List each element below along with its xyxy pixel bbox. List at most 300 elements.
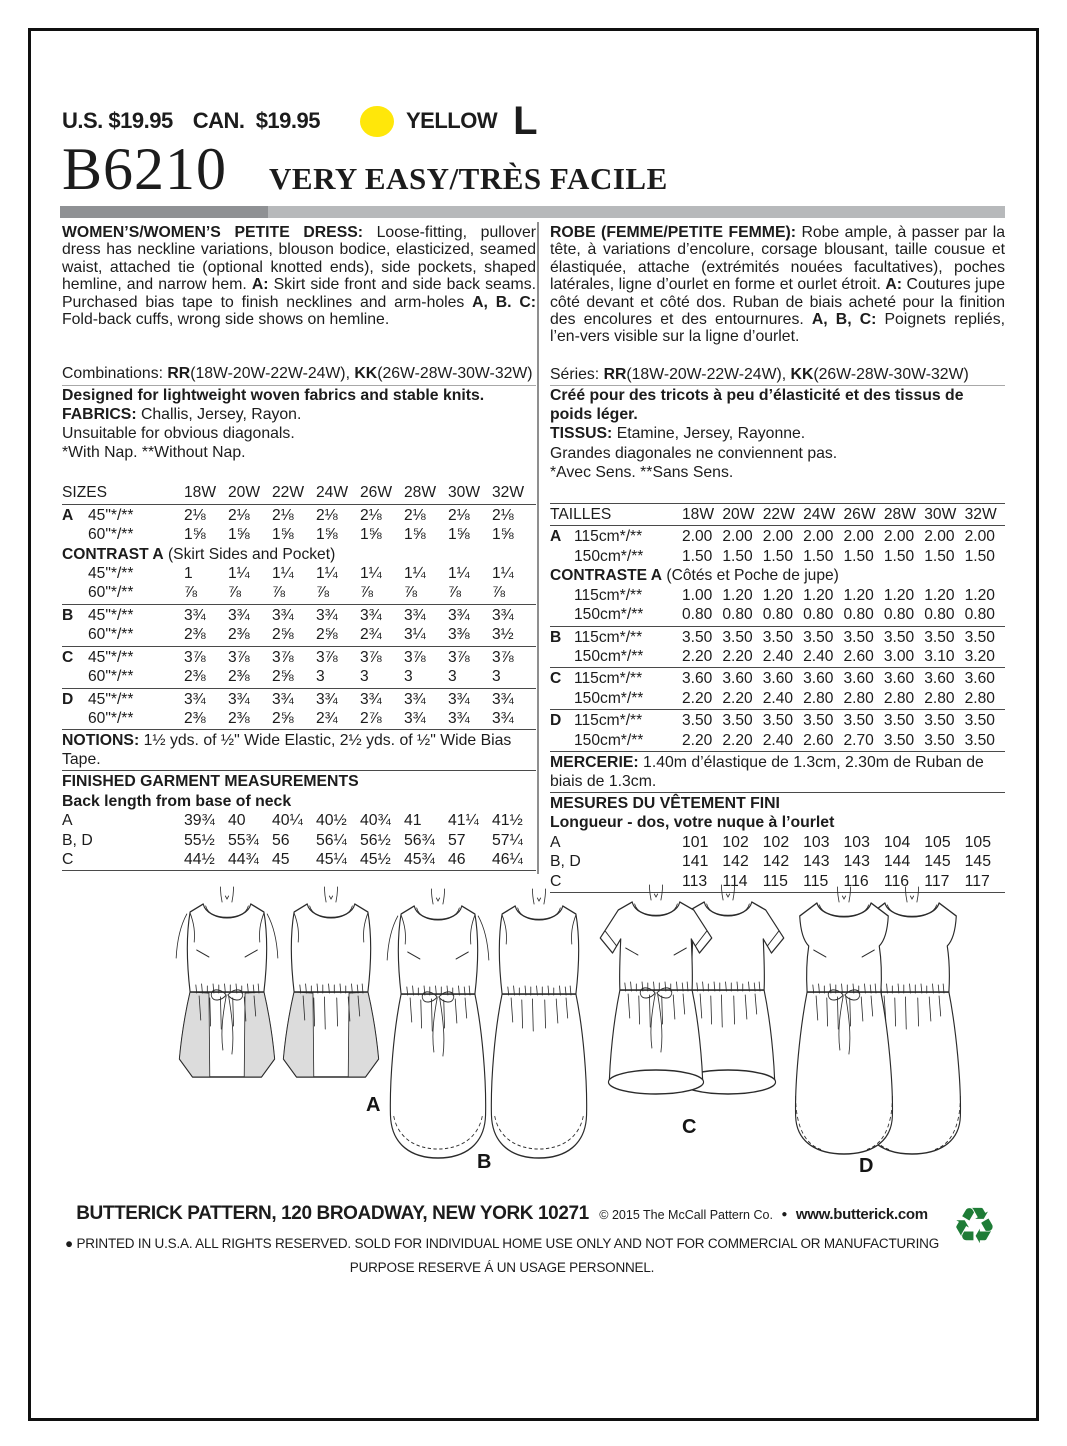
recycle-icon: ♻ xyxy=(952,1198,997,1254)
measurement-view-label: B, D xyxy=(550,853,581,871)
yardage-value: 2.00 xyxy=(722,528,753,546)
finished-measurements-title: FINISHED GARMENT MEASUREMENTS xyxy=(62,773,359,791)
yardage-value: 2⅝ xyxy=(316,626,338,644)
fabric-width-label: 45"*/** xyxy=(88,506,134,524)
yardage-value: 1⅝ xyxy=(184,526,206,544)
view-letter: B xyxy=(62,606,74,624)
measurement-value: 143 xyxy=(803,853,830,871)
view-a-back-sketch xyxy=(283,887,378,1077)
size-column-header: 24W xyxy=(316,484,349,502)
yardage-value: 2⅛ xyxy=(448,506,470,524)
fabric-width-label: 115cm*/** xyxy=(574,628,643,646)
unsuitable-line: Unsuitable for obvious diagonals. xyxy=(62,425,295,443)
table-rule xyxy=(550,709,1005,710)
measurement-value: 105 xyxy=(924,833,951,851)
measurement-row xyxy=(62,850,536,869)
measurement-value: 145 xyxy=(924,853,951,871)
yardage-value: 3.50 xyxy=(682,712,713,730)
table-header-row xyxy=(550,505,1005,524)
designed-for-line: Designed for lightweight woven fabrics and stable knits. xyxy=(62,386,485,404)
measurement-value: 102 xyxy=(762,833,790,851)
yardage-value: ⅞ xyxy=(404,584,418,602)
yardage-value: 3⅞ xyxy=(492,648,514,666)
title-row xyxy=(62,136,1007,202)
combo-kk-fr: KK xyxy=(790,365,814,383)
view-letter xyxy=(62,525,88,544)
yardage-value: 3¾ xyxy=(184,690,206,708)
mercerie-label: MERCERIE: xyxy=(550,753,644,771)
table-rule xyxy=(62,504,536,505)
view-letter xyxy=(62,625,88,644)
mesures-title: MESURES DU VÊTEMENT FINI xyxy=(550,794,780,812)
back-length-subtitle: Back length from base of neck xyxy=(62,792,292,810)
yardage-value: 2⅛ xyxy=(272,506,294,524)
view-letter: B xyxy=(550,628,562,646)
fabric-width-label: 60"*/** xyxy=(88,668,134,686)
yardage-value: 3.50 xyxy=(964,628,995,646)
yardage-value: 3.50 xyxy=(964,712,995,730)
yardage-value: ⅞ xyxy=(184,584,198,602)
view-d-label: D xyxy=(859,1155,874,1177)
yardage-value: 2⅝ xyxy=(272,626,294,644)
yardage-value: 1.20 xyxy=(964,586,995,604)
difficulty-label: VERY EASY/TRÈS FACILE xyxy=(269,161,668,196)
tissus-line xyxy=(550,424,1005,443)
view-letter xyxy=(62,583,88,602)
section-subtitle: (Skirt Sides and Pocket) xyxy=(163,545,336,563)
yardage-value: 1¼ xyxy=(272,565,294,583)
yardage-row xyxy=(550,527,1005,546)
yardage-row xyxy=(62,625,536,644)
measurement-value: 40 xyxy=(228,812,246,830)
footer xyxy=(62,1203,942,1275)
measurement-value: 116 xyxy=(843,872,869,890)
mercerie-text: 1.40m d’élastique de 1.3cm, 2.30m de Ruban de biais de 1.3cm. xyxy=(550,753,984,790)
yardage-value: 3¾ xyxy=(492,606,514,624)
fabric-width-label: 150cm*/** xyxy=(574,647,644,665)
yardage-value: 1.20 xyxy=(924,586,955,604)
measurement-view-label: A xyxy=(550,833,561,851)
yardage-value: 3¾ xyxy=(404,690,426,708)
yardage-value: 3¾ xyxy=(184,606,206,624)
series-label: Séries: xyxy=(550,365,604,383)
views-abc-ref-fr: A, B, C: xyxy=(811,311,885,329)
yardage-value: 3.00 xyxy=(883,647,915,665)
yardage-value: 3.50 xyxy=(924,628,955,646)
measurement-value: 144 xyxy=(883,853,911,871)
series-line xyxy=(550,365,1005,386)
yardage-value: 3.60 xyxy=(964,670,995,688)
yardage-value: 1¼ xyxy=(404,565,426,583)
cup-size-letter: L xyxy=(513,99,538,143)
notions-block xyxy=(62,731,536,871)
yardage-value: 3 xyxy=(316,668,325,686)
table-rule xyxy=(550,626,1005,627)
yardage-value: 3⅞ xyxy=(404,648,426,666)
fabric-width-label: 115cm*/** xyxy=(574,528,643,546)
fabric-width-label: 115cm*/** xyxy=(574,670,643,688)
view-c-label: C xyxy=(682,1116,697,1138)
yardage-value: 3.50 xyxy=(883,731,915,749)
price-us: U.S. $19.95 xyxy=(62,108,173,133)
yardage-value: 2.40 xyxy=(762,647,794,665)
yardage-value: 2.40 xyxy=(803,647,834,665)
yardage-value: 2.80 xyxy=(803,689,834,707)
yardage-value: 3¾ xyxy=(272,690,294,708)
yardage-value: 1.50 xyxy=(924,547,955,565)
measurement-value: 56¾ xyxy=(404,831,435,849)
fabric-width-label: 150cm*/** xyxy=(574,547,644,565)
yardage-value: 1.20 xyxy=(722,586,753,604)
view-letter: A xyxy=(62,506,74,524)
view-b-label: B xyxy=(477,1151,492,1173)
yardage-value: 2⅛ xyxy=(184,506,206,524)
measurement-value: 41 xyxy=(404,812,422,830)
measurement-value: 141 xyxy=(682,853,709,871)
yardage-value: 3⅞ xyxy=(360,648,382,666)
measurement-value: 55¾ xyxy=(228,831,259,849)
measurement-value: 114 xyxy=(722,872,748,890)
yardage-value: 0.80 xyxy=(964,606,995,624)
nap-note-fr: *Avec Sens. **Sans Sens. xyxy=(550,463,734,481)
yardage-table-english xyxy=(62,483,536,730)
view-letter xyxy=(550,689,574,708)
notions-paragraph xyxy=(62,731,536,769)
yardage-value: 2⅝ xyxy=(272,668,294,686)
yardage-value: 2.20 xyxy=(682,647,713,665)
size-column-header: 18W xyxy=(184,484,217,502)
publisher-address: BUTTERICK PATTERN, 120 BROADWAY, NEW YORK 10271 xyxy=(76,1203,589,1224)
yardage-value: 3⅞ xyxy=(228,648,250,666)
yardage-value: 3¾ xyxy=(272,606,294,624)
combinations-line xyxy=(62,364,536,385)
yardage-value: 0.80 xyxy=(883,606,915,624)
yardage-value: 2.80 xyxy=(924,689,955,707)
yardage-row xyxy=(550,547,1005,566)
fabric-width-label: 60"*/** xyxy=(88,709,134,727)
fabric-width-label: 150cm*/** xyxy=(574,606,644,624)
yardage-value: ⅞ xyxy=(448,584,462,602)
yardage-value: 0.80 xyxy=(762,606,794,624)
yardage-value: 3.20 xyxy=(964,647,995,665)
measurement-value: 105 xyxy=(964,833,991,851)
size-column-header: 24W xyxy=(803,506,836,524)
yardage-value: 3½ xyxy=(492,626,514,644)
combo-rr: RR xyxy=(167,365,191,383)
finished-measurements-rows xyxy=(62,811,536,869)
yardage-value: 1.50 xyxy=(883,547,915,565)
table-rule xyxy=(550,503,1005,504)
combo-kk-sizes-fr: (26W-28W-30W-32W) xyxy=(813,365,969,383)
table-rule xyxy=(62,688,536,689)
yardage-row xyxy=(550,689,1005,708)
table-rule xyxy=(550,792,1005,793)
view-letter: C xyxy=(62,648,74,666)
yardage-value: 3.50 xyxy=(924,731,955,749)
table-rule xyxy=(62,729,536,730)
size-column-header: 20W xyxy=(228,484,261,502)
measurement-value: 45½ xyxy=(360,850,391,868)
yardage-value: 1.00 xyxy=(682,586,713,604)
yardage-value: 2⅜ xyxy=(228,626,250,644)
yardage-value: 2.40 xyxy=(762,731,794,749)
yardage-value: 3¾ xyxy=(448,709,470,727)
yardage-row xyxy=(550,711,1005,730)
view-letter: A xyxy=(550,528,562,546)
yardage-value: 3.50 xyxy=(803,628,834,646)
french-description xyxy=(550,224,1005,346)
yardage-value: 1.20 xyxy=(762,586,794,604)
size-column-header: 22W xyxy=(272,484,305,502)
table-rule xyxy=(62,646,536,647)
yardage-value: 2.80 xyxy=(843,689,874,707)
yardage-value: 3.50 xyxy=(843,628,874,646)
view-letter xyxy=(550,605,574,624)
measurement-view-label: C xyxy=(550,872,562,890)
view-letter: D xyxy=(62,690,74,708)
measurement-view-label: A xyxy=(62,812,73,830)
combinations-label: Combinations: xyxy=(62,365,168,383)
size-column-header: 32W xyxy=(964,506,997,524)
english-description-body3: Fold-back cuffs, wrong side shows on hemline. xyxy=(62,311,390,329)
yardage-value: ⅞ xyxy=(228,584,242,602)
yardage-value: 2.20 xyxy=(682,731,713,749)
footer-address-line xyxy=(62,1203,942,1225)
english-column xyxy=(62,224,536,872)
measurement-value: 56¼ xyxy=(316,831,347,849)
measurement-value: 115 xyxy=(762,872,788,890)
measurement-value: 145 xyxy=(964,853,991,871)
yardage-value: 3 xyxy=(404,668,413,686)
english-description xyxy=(62,224,536,328)
price-row xyxy=(62,99,1007,143)
underline-dark-segment xyxy=(60,206,268,218)
table-rule xyxy=(62,604,536,605)
yardage-row xyxy=(62,709,536,728)
view-a-label: A xyxy=(366,1094,381,1116)
view-a-ref-fr: A: xyxy=(885,276,907,294)
yardage-value: 2⅛ xyxy=(316,506,338,524)
title-underline-bar xyxy=(60,206,1005,218)
yardage-value: 3.50 xyxy=(762,712,794,730)
size-column-header: 30W xyxy=(924,506,957,524)
yardage-value: 3.50 xyxy=(722,712,753,730)
yardage-value: 0.80 xyxy=(843,606,874,624)
measurement-value: 142 xyxy=(762,853,790,871)
measurement-value: 103 xyxy=(803,833,830,851)
yardage-value: 3⅞ xyxy=(184,648,206,666)
yardage-value: 2⅛ xyxy=(492,506,514,524)
table-rule xyxy=(550,751,1005,752)
color-name: YELLOW xyxy=(405,108,498,133)
size-column-header: 30W xyxy=(448,484,481,502)
fabrics-list: Challis, Jersey, Rayon. xyxy=(140,405,302,423)
yardage-value: 3 xyxy=(492,668,501,686)
yardage-row xyxy=(550,586,1005,605)
yardage-value: 1¼ xyxy=(228,565,250,583)
yardage-value: 3⅞ xyxy=(316,648,338,666)
measurement-value: 102 xyxy=(722,833,749,851)
view-c-ref: C: xyxy=(519,293,537,311)
yardage-value: 3.50 xyxy=(883,628,915,646)
fabrics-line xyxy=(62,405,536,424)
combo-rr-sizes-fr: (18W-20W-22W-24W), xyxy=(626,365,791,383)
mercerie-paragraph xyxy=(550,753,1005,791)
yardage-value: 3.60 xyxy=(843,670,874,688)
column-divider xyxy=(537,222,539,874)
french-column xyxy=(550,224,1005,894)
table-rule xyxy=(550,667,1005,668)
view-b-back-sketch xyxy=(491,889,586,1158)
yardage-value: 2⅛ xyxy=(404,506,426,524)
yardage-value: 2⅛ xyxy=(228,506,250,524)
yardage-value: 3¾ xyxy=(316,606,338,624)
measurement-row xyxy=(550,833,1005,852)
view-d-front-sketch xyxy=(796,887,893,1154)
view-letter xyxy=(550,731,574,750)
yardage-value: 2.20 xyxy=(722,689,753,707)
yardage-value: 2⅜ xyxy=(184,626,206,644)
yardage-value: 2.00 xyxy=(883,528,915,546)
yardage-value: 3.60 xyxy=(883,670,915,688)
table-header-row xyxy=(62,483,536,502)
yardage-value: 3¾ xyxy=(448,606,470,624)
size-column-header: 32W xyxy=(492,484,525,502)
fabric-width-label: 150cm*/** xyxy=(574,689,644,707)
rights-line: ● PRINTED IN U.S.A. ALL RIGHTS RESERVED. SOLD FOR INDIVIDUAL HOME USE ONLY AND NOT FOR COMMERCIAL OR MANUFACTURING xyxy=(65,1236,939,1251)
yardage-value: 2¾ xyxy=(316,709,338,727)
french-description-body2: Coutures jupe côté devant et côté dos. Ruban de biais acheté pour la finition des encolures et des entournures. xyxy=(550,276,1006,329)
yardage-row xyxy=(62,525,536,544)
yardage-value: 3.50 xyxy=(682,628,713,646)
yardage-value: 1.50 xyxy=(964,547,995,565)
measurement-value: 44¾ xyxy=(228,850,259,868)
yardage-value: ⅞ xyxy=(360,584,374,602)
yardage-value: 3¾ xyxy=(360,690,382,708)
yardage-value: 1.20 xyxy=(843,586,874,604)
yardage-value: ⅞ xyxy=(492,584,506,602)
yardage-row xyxy=(62,506,536,525)
measurement-value: 41½ xyxy=(492,812,523,830)
measurement-view-label: B, D xyxy=(62,831,93,849)
yardage-value: 3¾ xyxy=(492,709,514,727)
fabric-width-label: 45"*/** xyxy=(88,690,134,708)
yardage-value: 3¾ xyxy=(360,606,382,624)
header xyxy=(62,99,1007,202)
table-title: SIZES xyxy=(62,484,108,502)
yardage-value: 2⅜ xyxy=(184,709,206,727)
measurement-value: 41¼ xyxy=(448,812,479,830)
yardage-value: ⅞ xyxy=(272,584,286,602)
view-letter xyxy=(550,547,574,566)
yardage-value: 2.20 xyxy=(722,731,753,749)
yardage-value: 3.60 xyxy=(722,670,753,688)
measurement-row xyxy=(62,811,536,830)
view-letter: C xyxy=(550,670,562,688)
yardage-table-french xyxy=(550,503,1005,752)
french-description-body1: Robe ample, à passer par la tête, à variations d’encolure, corsage blousant, taille cousue et élastiquée, attache (extrémités nouées facultatives), poches latérales, ligne d’ourlet en forme et ourlet étroit. xyxy=(550,224,1006,294)
yardage-row xyxy=(62,583,536,602)
size-column-header: 22W xyxy=(762,506,795,524)
yardage-value: 2.00 xyxy=(803,528,834,546)
yardage-value: 3.60 xyxy=(762,670,794,688)
yardage-value: 3.50 xyxy=(964,731,995,749)
tissus-list: Etamine, Jersey, Rayonne. xyxy=(616,425,806,443)
yardage-value: 1¼ xyxy=(492,565,514,583)
yardage-value: ⅞ xyxy=(316,584,330,602)
fabric-width-label: 45"*/** xyxy=(88,606,134,624)
yardage-value: 1.50 xyxy=(722,547,753,565)
yardage-value: 2.80 xyxy=(964,689,995,707)
measurement-value: 101 xyxy=(682,833,709,851)
measurement-view-label: C xyxy=(62,850,74,868)
fabric-width-label: 115cm*/** xyxy=(574,712,643,730)
yardage-value: 2⅞ xyxy=(360,709,382,727)
table-rule xyxy=(62,770,536,771)
website-url: www.butterick.com xyxy=(795,1206,928,1223)
yardage-value: 2⅝ xyxy=(272,709,294,727)
yardage-value: 1.50 xyxy=(762,547,794,565)
fabric-width-label: 60"*/** xyxy=(88,584,134,602)
view-letter xyxy=(550,647,574,666)
yardage-value: 1⅝ xyxy=(228,526,250,544)
yardage-value: 3⅜ xyxy=(448,626,470,644)
measurement-value: 55½ xyxy=(184,831,215,849)
measurement-value: 117 xyxy=(924,872,950,890)
nap-note: *With Nap. **Without Nap. xyxy=(62,444,246,462)
yardage-value: 2¾ xyxy=(360,626,382,644)
measurement-value: 46 xyxy=(448,850,466,868)
yardage-value: 0.80 xyxy=(924,606,955,624)
fabric-width-label: 115cm*/** xyxy=(574,586,643,604)
pattern-number: B6210 xyxy=(62,136,228,202)
yardage-value: 3.60 xyxy=(924,670,955,688)
measurement-value: 45¾ xyxy=(404,850,435,868)
yardage-value: 3⅞ xyxy=(272,648,294,666)
yardage-value: 1⅝ xyxy=(492,526,514,544)
yardage-value: 2⅜ xyxy=(228,709,250,727)
views-ab-ref: A, B. xyxy=(472,293,520,311)
measurement-value: 116 xyxy=(883,872,910,890)
yardage-value: 2.40 xyxy=(762,689,794,707)
yellow-color-dot-icon xyxy=(360,106,394,137)
yardage-value: 3¾ xyxy=(404,606,426,624)
french-description-body3: Poignets repliés, l’en-vers visible sur la ligne d’ourlet. xyxy=(550,311,1005,346)
yardage-value: 1⅝ xyxy=(360,526,382,544)
view-b-front-sketch xyxy=(387,889,489,1158)
section-subtitle: (Côtés et Poche de jupe) xyxy=(662,567,839,585)
view-letter xyxy=(62,564,88,583)
yardage-value: 2.20 xyxy=(722,647,753,665)
measurement-value: 44½ xyxy=(184,850,215,868)
notions-text: 1½ yds. of ½" Wide Elastic, 2½ yds. of ½" Wide Bias Tape. xyxy=(62,732,512,769)
yardage-value: 1⅝ xyxy=(272,526,294,544)
yardage-value: 2.00 xyxy=(762,528,794,546)
measurement-value: 56½ xyxy=(360,831,391,849)
measurement-value: 103 xyxy=(843,833,870,851)
yardage-value: 1.50 xyxy=(843,547,874,565)
yardage-value: 3¾ xyxy=(404,709,426,727)
underline-light-segment xyxy=(268,206,1005,218)
yardage-value: 1⅝ xyxy=(316,526,338,544)
yardage-value: 1¼ xyxy=(316,565,338,583)
usage-line: PURPOSE RESERVE Á UN USAGE PERSONNEL. xyxy=(349,1260,655,1275)
yardage-row xyxy=(62,667,536,686)
section-title: CONTRAST A xyxy=(62,545,164,563)
yardage-row xyxy=(550,669,1005,688)
measurement-value: 104 xyxy=(883,833,911,851)
yardage-value: 3¼ xyxy=(404,626,426,644)
